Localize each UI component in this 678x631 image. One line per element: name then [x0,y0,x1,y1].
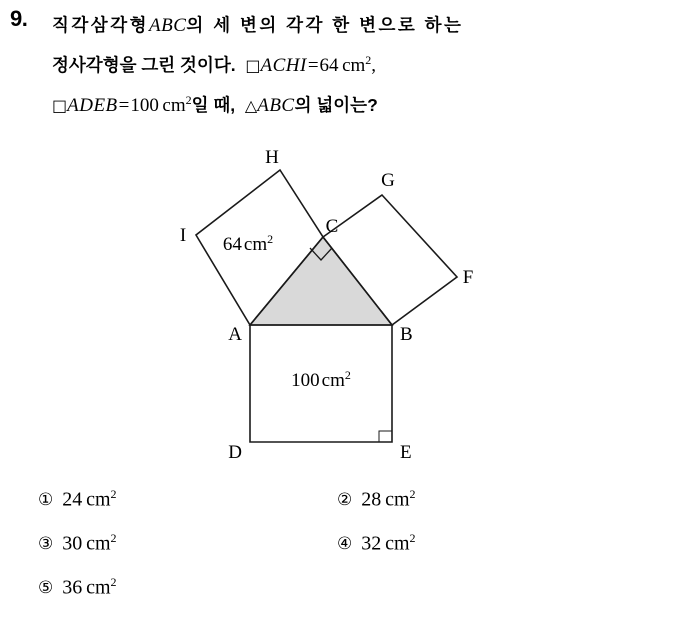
choice-exponent-1: 2 [110,487,117,501]
vertex-label-h: H [265,147,279,168]
right-angle-mark-e [379,431,392,442]
choice-value-3: 30 [62,532,83,555]
choice-option-1[interactable] [38,487,117,511]
answer-choices [30,487,650,619]
equals-sign-achi: = [307,54,319,76]
question-line-2 [52,43,666,83]
triangle-symbol: △ [244,95,258,115]
choice-value-2: 28 [361,488,382,511]
choice-exponent-4: 2 [409,531,416,545]
vertex-label-i: I [179,225,187,246]
choice-row-2 [30,531,650,575]
achi-area-unit: cm [342,54,366,76]
choice-marker-2: ② [337,490,353,511]
choice-marker-4: ④ [337,534,353,555]
area-adeb-unit: cm [321,370,345,391]
choice-unit-2: cm [385,488,410,511]
area-achi-value: 64 [222,234,242,255]
choice-option-2[interactable] [337,487,416,511]
adeb-area-exponent: 2 [185,92,192,107]
area-label-adeb [291,368,351,391]
choice-exponent-3: 2 [110,531,117,545]
triangle-abc-shape [250,237,392,325]
vertex-label-c: C [325,216,339,237]
adeb-area-value: 100 [130,94,159,116]
choice-unit-1: cm [86,488,111,511]
vertex-label-b: B [400,324,413,345]
choice-exponent-2: 2 [409,487,416,501]
achi-area-value: 64 [319,54,339,76]
choice-marker-3: ③ [38,534,54,555]
choice-row-1 [30,487,650,531]
achi-comma: , [371,54,377,76]
area-label-achi [223,232,273,255]
question-line3-end: 의 넓이는? [294,94,378,115]
square-symbol-adeb: □ [52,95,68,115]
choice-value-1: 24 [62,488,83,511]
choice-option-3[interactable] [38,531,117,555]
vertex-label-d: D [228,442,242,463]
choice-unit-5: cm [86,576,111,599]
square-adeb-label: ADEB [67,94,118,116]
choice-option-4[interactable] [337,531,416,555]
choice-marker-1: ① [38,490,54,511]
area-adeb-value: 100 [291,370,320,391]
question-line3-mid: 일 때, [191,94,236,115]
choice-unit-3: cm [86,532,111,555]
geometry-figure [160,140,520,470]
choice-option-5[interactable] [38,575,117,599]
choice-value-4: 32 [361,532,382,555]
adeb-area-unit: cm [162,94,186,116]
area-achi-exponent: 2 [267,232,274,246]
question-line-1 [52,8,666,43]
triangle-abc-label: ABC [257,94,295,116]
choice-value-5: 36 [62,576,83,599]
area-achi-unit: cm [243,234,268,255]
square-symbol-achi: □ [245,55,261,75]
question-line2-part-a: 정사각형을 그린 것이다. [52,54,236,75]
question-line1-triangle-name: ABC [149,15,187,36]
choice-exponent-5: 2 [110,575,117,589]
vertex-label-e: E [400,442,412,463]
question-line1-part-c: 의 세 변의 각각 한 변으로 하는 [186,15,464,35]
vertex-label-g: G [381,170,395,191]
vertex-label-a: A [228,324,242,345]
square-achi-label: ACHI [260,54,307,76]
equals-sign-adeb: = [118,94,130,116]
question-number: 9. [10,6,28,31]
question-line1-part-a: 직각삼각형 [52,15,150,35]
question-text [52,8,666,123]
choice-row-3 [30,575,650,619]
area-adeb-exponent: 2 [344,368,351,382]
choice-unit-4: cm [385,532,410,555]
question-line-3 [52,83,666,123]
vertex-label-f: F [462,267,474,288]
achi-area-exponent: 2 [365,53,372,67]
choice-marker-5: ⑤ [38,578,54,599]
